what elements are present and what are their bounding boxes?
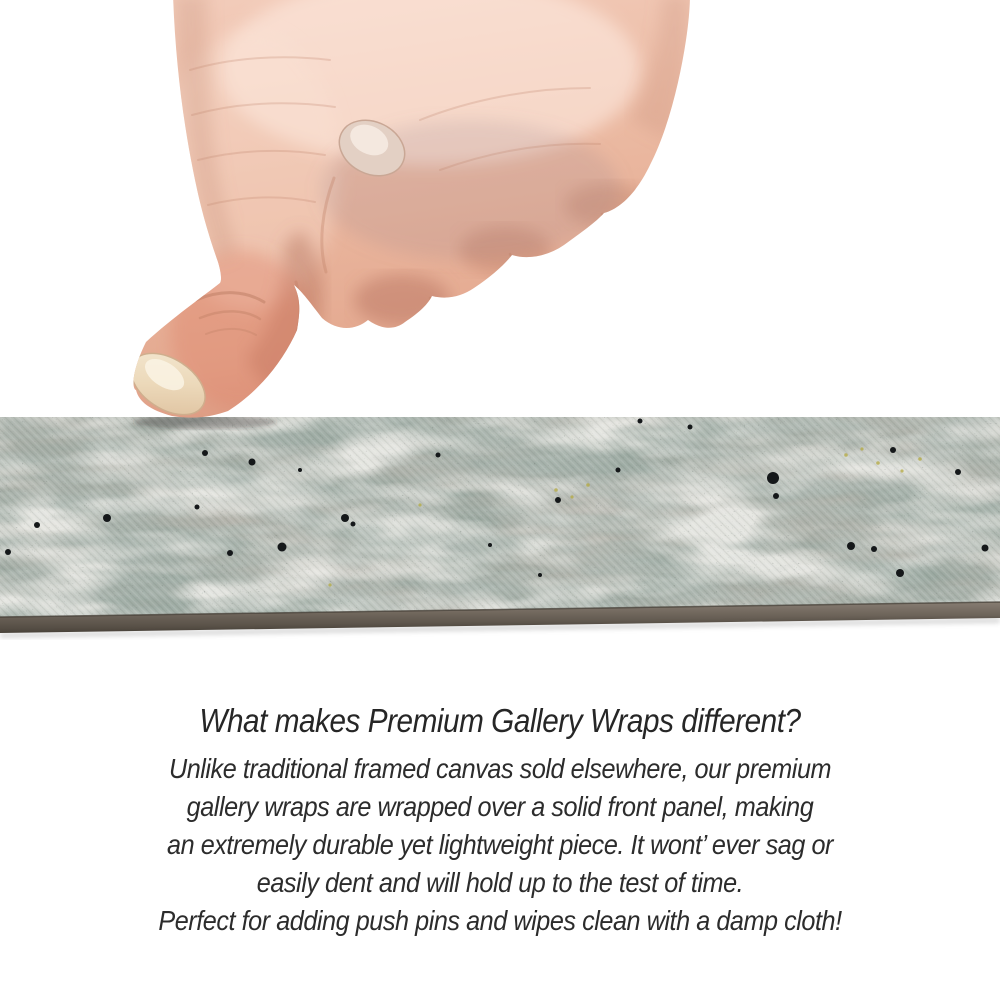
body-line-2: gallery wraps are wrapped over a solid front panel, making [186,791,814,822]
canvas-texture-strip [0,415,1000,645]
canvas-weave [0,417,1000,617]
body-line-5: Perfect for adding push pins and wipes clean with a damp cloth! [158,905,842,936]
hand-photo [0,0,1000,430]
heading: What makes Premium Gallery Wraps different? [199,702,801,739]
body-line-3: an extremely durable yet lightweight piece. It wont’ ever sag or [167,829,833,860]
body-line-4: easily dent and will hold up to the test of time. [256,867,744,898]
body-line-1: Unlike traditional framed canvas sold elsewhere, our premium [168,753,832,784]
description-block [0,701,1000,940]
finger-shadow-1 [354,274,450,326]
